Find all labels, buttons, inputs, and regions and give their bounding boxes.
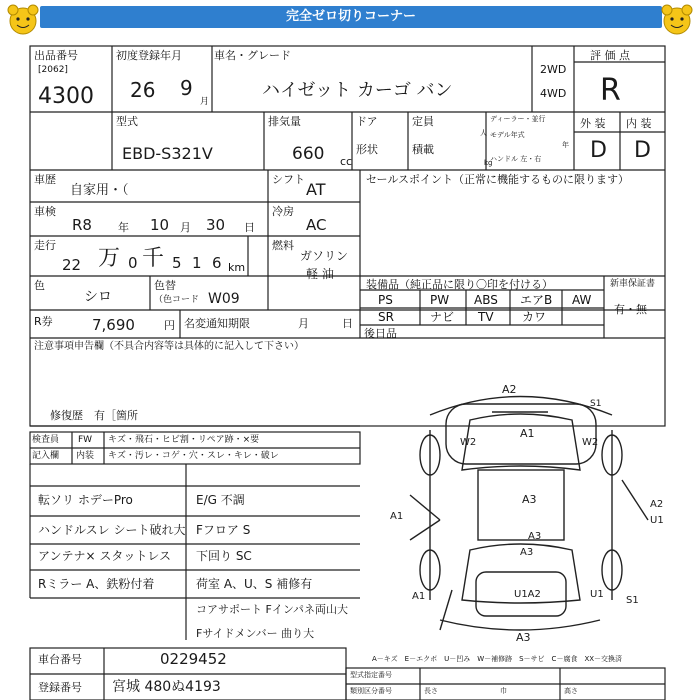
shift-label: シフト: [272, 173, 305, 186]
mileage-hundreds-value: 5: [172, 254, 182, 272]
registration-number-label: 登録番号: [38, 681, 82, 694]
color-value: シロ: [84, 289, 112, 305]
kg-label: kg: [484, 159, 493, 167]
model-year-label: モデル年式: [490, 131, 525, 139]
damage-mark-2: A1: [520, 427, 535, 440]
note-line-4: Rミラー A、鉄粉付着: [38, 577, 155, 591]
yen-label: 円: [164, 319, 175, 332]
chassis-number-value: 0229452: [160, 650, 227, 668]
inspection-month-unit: 月: [180, 221, 191, 234]
mileage-ones-value: 6: [212, 254, 222, 272]
recorder-label: 記入欄: [32, 451, 60, 461]
note-right-2: Fフロア S: [196, 523, 251, 537]
interior-label: 内 装: [626, 117, 652, 130]
mileage-man-unit: 万: [98, 246, 121, 271]
year-label: 年: [562, 141, 569, 149]
fw-label: FW: [78, 435, 93, 445]
drive-2wd-label: 2WD: [540, 63, 567, 76]
equipment-ps: PS: [378, 293, 393, 307]
note-right-6: Fサイドメンバー 曲り大: [196, 627, 315, 640]
damage-mark-13: S1: [626, 595, 639, 606]
note-line-1: 転ソリ ホデーPro: [38, 493, 133, 507]
doors-label: ドア: [356, 115, 378, 128]
exterior-label: 外 装: [580, 117, 606, 130]
equipment-navi: ナビ: [430, 310, 455, 324]
handle-label: ハンドル 左・右: [490, 155, 542, 163]
inspector-label: 検査員: [32, 435, 60, 445]
later-date-label: 後日品: [364, 327, 397, 340]
color-label: 色: [34, 279, 45, 292]
damage-mark-7: A2: [650, 499, 664, 510]
inspection-day-unit: 日: [244, 221, 255, 234]
equipment-leather: カワ: [522, 310, 547, 324]
dealer-label: ディーラー・並行: [490, 115, 546, 123]
legend-row-5: 高さ: [564, 687, 578, 695]
damage-mark-6: A1: [390, 511, 404, 522]
registration-month-suffix: 月: [200, 97, 210, 107]
usage-value: 自家用・（: [70, 183, 129, 198]
evaluation-score-value: R: [600, 73, 621, 108]
note-right-3: 下回り SC: [196, 549, 252, 563]
legend-marks: A－キズ E－エクボ U－凹み W－補修跡 S－サビ C－腐食 XX－交換済: [372, 655, 623, 663]
damage-mark-3: W2: [460, 437, 477, 448]
damage-mark-8: U1: [650, 515, 664, 526]
first-registration-label: 初度登録年月: [116, 49, 182, 62]
inspection-year-value: 10: [150, 216, 170, 234]
mileage-man-value: 22: [62, 256, 82, 274]
evaluation-label: 評 価 点: [590, 49, 630, 62]
chassis-number-label: 車台番号: [38, 653, 82, 666]
damage-mark-14: U1A2: [514, 589, 541, 600]
legend-row-2: 類別区分番号: [350, 687, 392, 695]
load-label: 積載: [412, 143, 434, 156]
repair-history-label: 修復歴 有［箇所: [50, 409, 138, 422]
color-code-value: W09: [208, 291, 240, 307]
name-change-label: 名変通知期限: [184, 317, 250, 330]
inspection-label: 車検: [34, 205, 56, 218]
cc-label: cc: [340, 155, 353, 168]
usage-label: 車歴: [34, 173, 56, 186]
color-code-label: 色替: [154, 279, 176, 292]
mileage-zero-value: 0: [128, 254, 138, 272]
equipment-tv: TV: [478, 310, 494, 324]
naiso-label: 内装: [76, 451, 95, 461]
equipment-label: 装備品（純正品に限り〇印を付ける）: [366, 278, 553, 291]
displacement-label: 排気量: [268, 115, 301, 128]
damage-mark-16: A3: [528, 531, 542, 542]
legend-row-3: 長さ: [424, 687, 438, 695]
damage-mark-11: A1: [412, 591, 426, 602]
lot-number-label: 出品番号: [34, 49, 78, 62]
legend-row-1: 型式指定番号: [350, 671, 392, 679]
banner-title: 完全ゼロ切りコーナー: [40, 6, 662, 28]
model-label: 型式: [116, 115, 138, 128]
aircon-label: 冷房: [272, 205, 294, 218]
lot-prefix: [2062]: [38, 65, 68, 75]
fuel-option-diesel: 軽 油: [306, 267, 334, 281]
rec-ticket-label: R券: [34, 315, 53, 328]
note-right-1: E/G 不調: [196, 493, 245, 507]
note-line-3: アンテナ× スタットレス: [38, 549, 172, 563]
naiso-checklist: キズ・汚レ・コゲ・穴・スレ・キレ・破レ: [108, 451, 279, 461]
name-change-month: 月: [298, 317, 309, 330]
capacity-label: 定員: [412, 115, 434, 128]
registration-year-value: 26: [130, 78, 156, 102]
car-name-value: ハイゼット カーゴ バン: [262, 80, 453, 101]
damage-mark-10: U1: [590, 589, 604, 600]
damage-mark-12: A3: [516, 631, 531, 644]
exterior-score-value: D: [590, 138, 607, 163]
name-change-day: 日: [342, 317, 353, 330]
note-right-4: 荷室 A、U、S 補修有: [196, 577, 313, 591]
mileage-sen-unit: 千: [142, 246, 165, 271]
rec-ticket-value: 7,690: [92, 316, 135, 334]
model-code-value: EBD-S321V: [122, 144, 213, 163]
equipment-abs: ABS: [474, 293, 498, 307]
damage-mark-1: A2: [502, 383, 517, 396]
damage-mark-9: A3: [520, 547, 534, 558]
fuel-option-gasoline: ガソリン: [300, 249, 349, 263]
damage-mark-4: W2: [582, 437, 599, 448]
note-right-5: コアサポート Fインパネ両山大: [196, 603, 349, 616]
damage-mark-5: A3: [522, 493, 537, 506]
notes-title: 注意事項申告欄（不具合内容等は具体的に記入して下さい）: [34, 341, 304, 352]
color-code-prefix: （色コード: [154, 295, 200, 305]
new-car-warranty-label: 新車保証書: [610, 279, 656, 289]
legend-row-4: 巾: [500, 687, 507, 695]
note-line-2: ハンドルスレ シート破れ大: [38, 523, 186, 537]
shift-value: AT: [306, 180, 326, 199]
damage-mark-15: S1: [590, 399, 602, 409]
inspection-day-value: 30: [206, 216, 226, 234]
fuel-label: 燃料: [272, 239, 294, 252]
inspection-year-unit: 年: [118, 221, 129, 234]
drive-4wd-label: 4WD: [540, 87, 567, 100]
person-label: 人: [480, 129, 487, 137]
shape-label: 形状: [356, 143, 378, 156]
registration-month-value: 9: [180, 76, 193, 100]
inspection-era-value: R8: [72, 216, 92, 234]
equipment-aw: AW: [572, 293, 592, 307]
aircon-value: AC: [306, 216, 327, 234]
equipment-airbag: エアB: [520, 293, 553, 307]
displacement-value: 660: [292, 144, 325, 164]
equipment-pw: PW: [430, 293, 450, 307]
fw-checklist: キズ・飛石・ヒビ割・リペア跡・×要: [108, 435, 260, 445]
mileage-label: 走行: [34, 239, 56, 252]
lot-number-value: 4300: [38, 84, 94, 109]
mileage-tens-value: 1: [192, 254, 202, 272]
warranty-options: 有・無: [614, 303, 647, 316]
equipment-sr: SR: [378, 310, 394, 324]
selling-points-label: セールスポイント（正常に機能するものに限ります）: [366, 173, 630, 186]
registration-number-value: 宮城 480ぬ4193: [112, 679, 221, 695]
km-label: km: [228, 261, 246, 274]
car-name-grade-label: 車名・グレード: [214, 49, 291, 62]
interior-score-value: D: [634, 138, 651, 163]
